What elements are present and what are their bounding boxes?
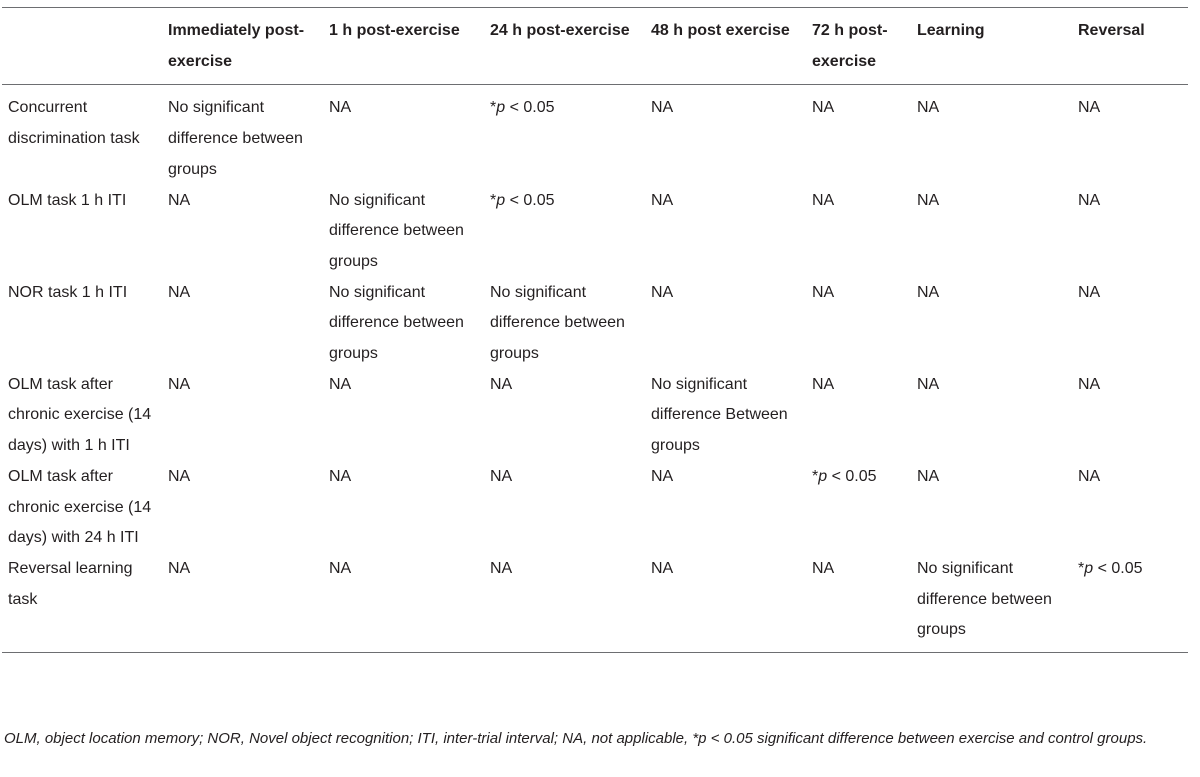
- table-cell: NA: [651, 559, 674, 577]
- table-cell: No significant difference Between groups: [651, 375, 788, 455]
- table-row: [2, 554, 1188, 653]
- table-cell: NA: [168, 375, 191, 393]
- row-header-cell: Concurrent discrimination task: [8, 99, 140, 148]
- results-table: [2, 7, 1188, 653]
- table-cell: No significant difference between groups: [917, 559, 1052, 639]
- column-header: Learning: [917, 22, 985, 39]
- table-cell: NA: [168, 283, 191, 301]
- column-header: 24 h post-exercise: [490, 22, 630, 39]
- column-header: Reversal: [1078, 22, 1145, 39]
- column-header: Immediately post-exercise: [168, 22, 305, 70]
- column-header: [2, 8, 162, 85]
- table-cell: NA: [329, 99, 352, 117]
- table-row: [2, 278, 1188, 370]
- table-cell: NA: [917, 375, 940, 393]
- table-cell: NA: [329, 375, 352, 393]
- table-cell: NA: [812, 375, 835, 393]
- table-row: [2, 186, 1188, 278]
- table-cell: NA: [651, 191, 674, 209]
- table-cell: *p < 0.05: [490, 99, 555, 117]
- table-cell: NA: [812, 283, 835, 301]
- table-cell: *p < 0.05: [490, 191, 555, 209]
- table-cell: NA: [812, 99, 835, 117]
- table-cell: NA: [1078, 99, 1101, 117]
- table-cell: No significant difference between groups: [168, 99, 303, 178]
- table-cell: NA: [168, 559, 191, 577]
- table-body: [2, 85, 1188, 653]
- table-cell: *p < 0.05: [812, 467, 877, 485]
- row-header-cell: OLM task after chronic exercise (14 days) with 1 h ITI: [8, 375, 152, 455]
- table-cell: NA: [651, 283, 674, 301]
- row-header-cell: OLM task after chronic exercise (14 days) with 24 h ITI: [8, 467, 152, 547]
- table-cell: NA: [917, 191, 940, 209]
- table-cell: NA: [651, 99, 674, 117]
- table-cell: NA: [490, 559, 513, 577]
- column-header: 48 h post exercise: [651, 22, 790, 39]
- column-header: 1 h post-exercise: [329, 22, 460, 39]
- table-cell: NA: [1078, 191, 1101, 209]
- table-cell: NA: [329, 467, 352, 485]
- table-cell: NA: [168, 467, 191, 485]
- table-cell: NA: [1078, 375, 1101, 393]
- row-header-cell: OLM task 1 h ITI: [8, 191, 127, 209]
- row-header-cell: NOR task 1 h ITI: [8, 283, 128, 301]
- table-row: [2, 462, 1188, 554]
- table-cell: NA: [812, 191, 835, 209]
- table-cell: NA: [917, 99, 940, 117]
- table-cell: No significant difference between groups: [490, 283, 625, 363]
- table-cell: NA: [168, 191, 191, 209]
- table-cell: NA: [490, 375, 513, 393]
- table-cell: No significant difference between groups: [329, 283, 464, 363]
- table-row: [2, 85, 1188, 186]
- table-cell: NA: [917, 467, 940, 485]
- table-cell: NA: [812, 559, 835, 577]
- table-footnote: OLM, object location memory; NOR, Novel object recognition; ITI, inter-trial interval; NA, not applicable, *p < 0.05 significant difference between exercise and control groups.: [4, 730, 1148, 747]
- table-row: [2, 370, 1188, 462]
- table-cell: NA: [1078, 467, 1101, 485]
- table-header-row: [2, 8, 1188, 85]
- table-cell: *p < 0.05: [1078, 559, 1143, 577]
- table-cell: NA: [917, 283, 940, 301]
- table-cell: NA: [651, 467, 674, 485]
- table-cell: NA: [1078, 283, 1101, 301]
- row-header-cell: Reversal learning task: [8, 559, 133, 608]
- column-header: 72 h post-exercise: [812, 22, 888, 70]
- table-cell: NA: [490, 467, 513, 485]
- table-cell: No significant difference between groups: [329, 191, 464, 270]
- table-cell: NA: [329, 559, 352, 577]
